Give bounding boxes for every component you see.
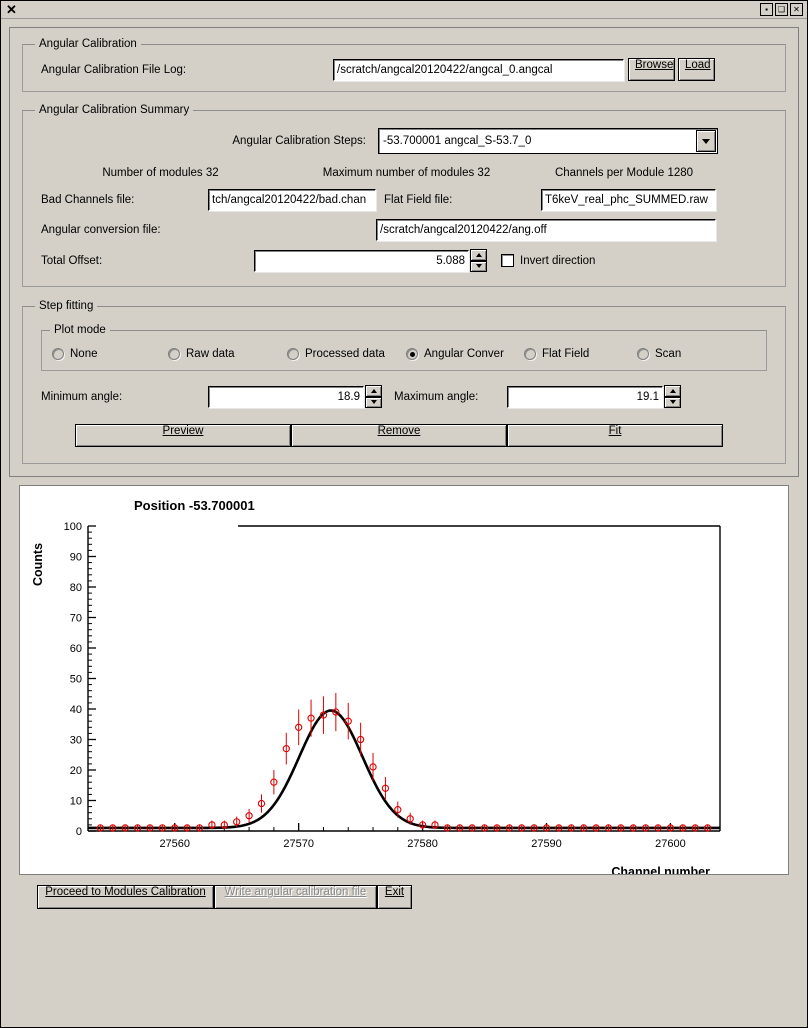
remove-label: Remove (377, 425, 421, 437)
window-titlebar (1, 1, 807, 19)
proceed-to-modules-calibration-button[interactable] (37, 885, 214, 909)
total-offset-input[interactable]: 5.088 (254, 250, 469, 272)
browse-button[interactable] (628, 58, 675, 81)
summary-legend: Angular Calibration Summary (39, 104, 190, 116)
svg-text:27560: 27560 (159, 838, 191, 850)
load-label: Load (685, 59, 711, 71)
flat-field-input[interactable]: T6keV_real_phc_SUMMED.raw (541, 189, 716, 211)
svg-text:40: 40 (69, 704, 82, 716)
svg-text:60: 60 (69, 643, 82, 655)
bad-channels-label: Bad Channels file: (41, 194, 135, 206)
minimum-angle-label: Minimum angle: (41, 390, 123, 403)
svg-text:Counts: Counts (31, 542, 45, 586)
preview-label: Preview (162, 425, 204, 437)
svg-text:Channel number: Channel number (611, 865, 710, 874)
radio-plot-mode-processed-data[interactable] (287, 348, 299, 360)
stepper-down-icon[interactable] (470, 261, 487, 273)
svg-text:90: 90 (69, 551, 82, 564)
exit-label: Exit (384, 886, 405, 898)
maximum-angle-stepper[interactable] (664, 385, 681, 408)
number-of-modules-label: Number of modules 32 (102, 167, 219, 179)
plot-mode-scan-label: Scan (655, 348, 682, 360)
max-modules-label: Maximum number of modules 32 (322, 167, 491, 179)
plot-mode-legend: Plot mode (54, 324, 106, 336)
radio-plot-mode-scan[interactable] (637, 348, 649, 360)
window-client-area (1, 19, 807, 1027)
chevron-down-icon[interactable] (696, 130, 716, 152)
svg-text:0: 0 (75, 826, 82, 838)
plot-mode-none-label: None (70, 348, 98, 360)
minimum-angle-stepper[interactable] (365, 385, 382, 408)
steps-label: Angular Calibration Steps: (232, 135, 366, 147)
steps-combobox[interactable] (378, 128, 718, 154)
svg-text:10: 10 (69, 795, 82, 808)
svg-text:27580: 27580 (407, 838, 438, 850)
angular-calibration-legend: Angular Calibration (39, 38, 137, 50)
angular-calibration-group (22, 38, 786, 92)
angular-calibration-plot[interactable] (20, 486, 788, 874)
channels-per-module-label: Channels per Module 1280 (554, 167, 694, 179)
flat-field-label: Flat Field file: (384, 194, 453, 206)
maximize-icon[interactable]: ❑ (775, 3, 788, 16)
svg-text:27590: 27590 (531, 838, 562, 850)
steps-combobox-value: -53.700001 angcal_S-53.7_0 (383, 135, 532, 147)
svg-text:Position -53.700001: Position -53.700001 (134, 498, 255, 513)
fit-label: Fit (608, 425, 622, 437)
svg-text:80: 80 (69, 582, 82, 594)
angular-conversion-input[interactable]: /scratch/angcal20120422/ang.off (376, 219, 716, 241)
invert-direction-label: Invert direction (520, 254, 596, 267)
bottom-button-bar (9, 875, 799, 909)
plot-mode-flat-field-label: Flat Field (542, 348, 590, 360)
stepper-up-icon[interactable] (470, 249, 487, 261)
exit-button[interactable] (377, 885, 412, 909)
plot-mode-angular-conversion-label: Angular Conver (424, 348, 504, 360)
plot-mode-group (41, 324, 767, 371)
preview-button[interactable] (75, 424, 291, 447)
maximum-angle-label: Maximum angle: (394, 390, 479, 403)
svg-text:27600: 27600 (655, 838, 686, 850)
plot-mode-processed-data-label: Processed data (305, 348, 385, 360)
svg-text:27570: 27570 (283, 838, 314, 850)
step-fitting-legend: Step fitting (39, 300, 94, 312)
plot-panel (19, 485, 789, 875)
stepper-down-icon[interactable] (664, 397, 681, 409)
radio-plot-mode-none[interactable] (52, 348, 64, 360)
svg-text:20: 20 (69, 765, 82, 777)
total-offset-label: Total Offset: (41, 254, 103, 267)
load-button[interactable] (678, 58, 715, 81)
angular-calibration-file-log-input[interactable]: /scratch/angcal20120422/angcal_0.angcal (333, 59, 624, 81)
browse-label: Browse (635, 59, 674, 71)
maximum-angle-input[interactable]: 19.1 (507, 386, 663, 408)
close-icon[interactable]: ✕ (790, 3, 803, 16)
bad-channels-input[interactable]: tch/angcal20120422/bad.chan (208, 189, 376, 211)
stepper-down-icon[interactable] (365, 397, 382, 409)
top-panel (9, 27, 799, 477)
fit-button[interactable] (507, 424, 723, 447)
window-controls (760, 3, 805, 16)
write-label: Write angular calibration file (224, 886, 367, 898)
radio-plot-mode-flat-field[interactable] (524, 348, 536, 360)
proceed-label: Proceed to Modules Calibration (45, 886, 206, 898)
plot-mode-raw-data-label: Raw data (186, 348, 235, 360)
total-offset-stepper[interactable] (470, 249, 487, 272)
svg-text:50: 50 (69, 673, 82, 686)
radio-plot-mode-raw-data[interactable] (168, 348, 180, 360)
minimum-angle-input[interactable]: 18.9 (208, 386, 364, 408)
radio-plot-mode-angular-conversion[interactable] (406, 348, 418, 360)
step-fitting-group (22, 300, 786, 464)
svg-text:70: 70 (69, 612, 82, 625)
invert-direction-checkbox[interactable] (501, 254, 514, 267)
stepper-up-icon[interactable] (664, 385, 681, 397)
stepper-up-icon[interactable] (365, 385, 382, 397)
window-icon: ✕ (6, 2, 17, 17)
write-angular-calibration-file-button (214, 885, 377, 909)
angular-conversion-label: Angular conversion file: (41, 224, 161, 236)
minimize-icon[interactable]: ▪ (760, 3, 773, 16)
angular-calibration-file-log-label: Angular Calibration File Log: (41, 63, 187, 76)
svg-text:100: 100 (63, 521, 82, 533)
remove-button[interactable] (291, 424, 507, 447)
svg-text:30: 30 (69, 734, 82, 747)
angular-calibration-summary-group (22, 104, 786, 287)
